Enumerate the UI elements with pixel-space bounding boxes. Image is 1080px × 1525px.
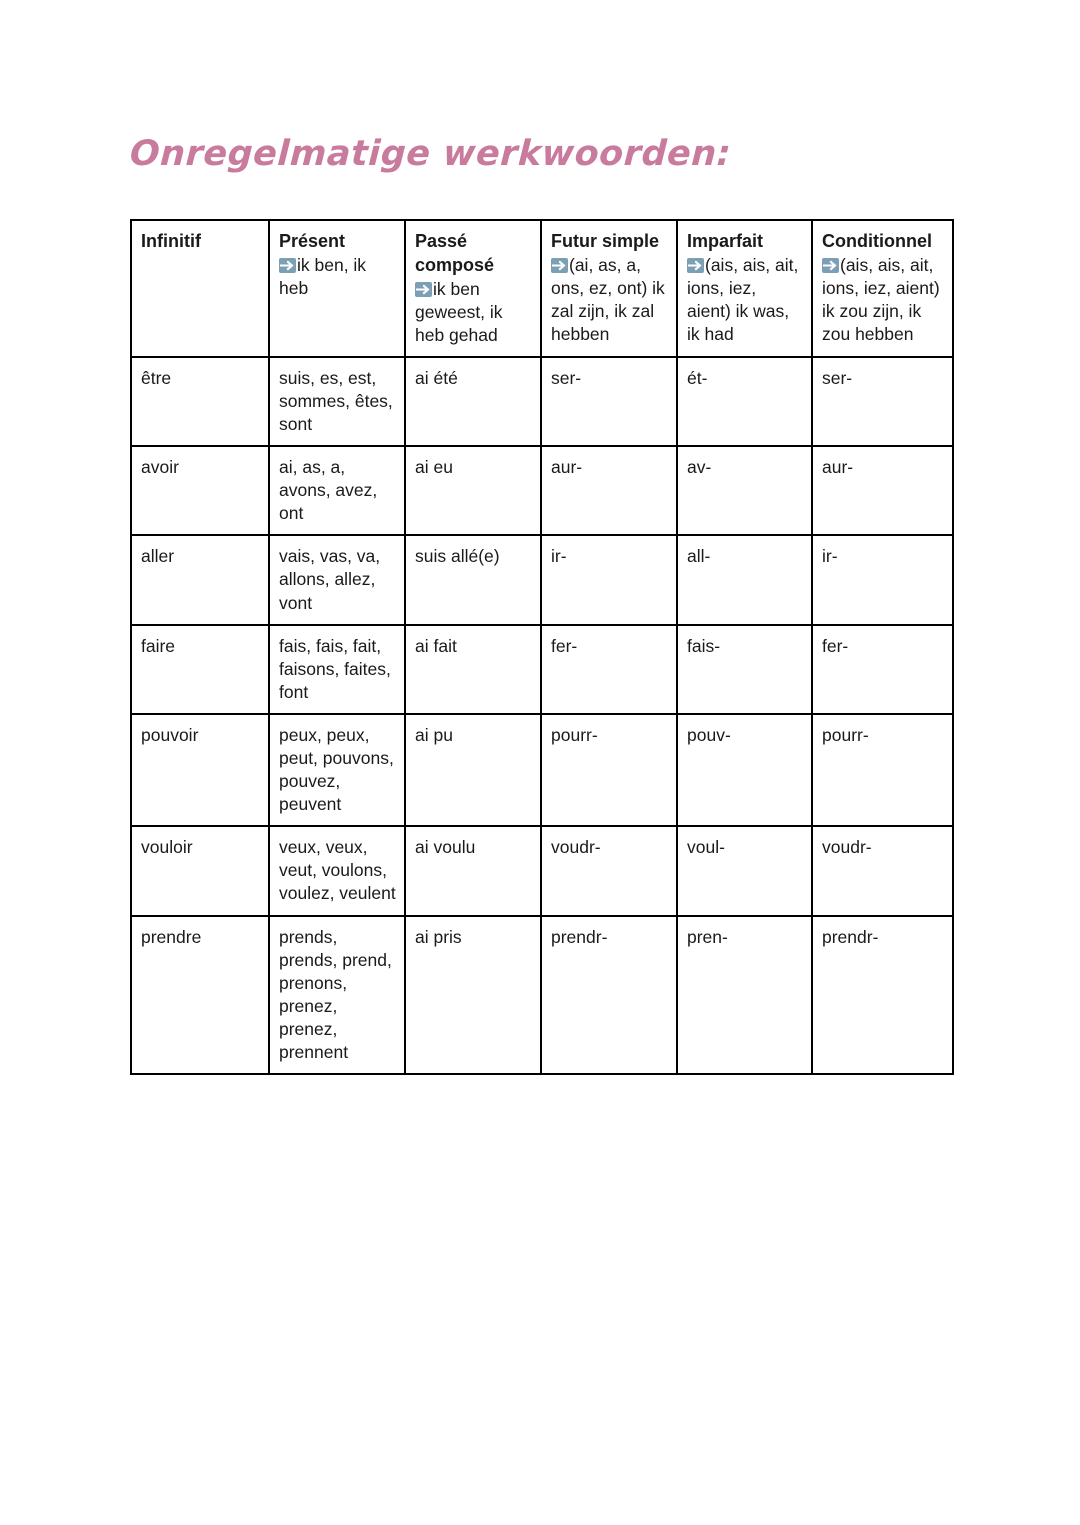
cell-value: ir- xyxy=(822,546,838,567)
column-header-subtitle-text: ik ben, ik heb xyxy=(279,254,367,298)
cell-conditionnel xyxy=(812,714,953,826)
cell-value: avoir xyxy=(141,457,179,478)
right-arrow-icon xyxy=(279,258,296,273)
cell-conditionnel xyxy=(812,357,953,446)
cell-value: pourr- xyxy=(822,724,869,745)
cell-value: ai pu xyxy=(415,724,453,745)
column-header-subtitle-text: (ais, ais, ait, ions, iez, aient) ik zou zijn, ik zou hebben xyxy=(822,254,940,345)
column-header-label: Infinitif xyxy=(141,231,201,251)
cell-futur-simple xyxy=(541,826,677,915)
cell-imparfait xyxy=(677,357,812,446)
column-header-subtitle-text: (ais, ais, ait, ions, iez, aient) ik was, ik had xyxy=(687,254,799,345)
column-header-infinitif xyxy=(131,220,269,357)
cell-value: voudr- xyxy=(822,837,872,858)
cell-passe-compose xyxy=(405,625,541,714)
cell-value: ai pris xyxy=(415,926,462,947)
cell-value: ser- xyxy=(551,367,582,388)
column-header-imparfait xyxy=(677,220,812,357)
cell-conditionnel xyxy=(812,535,953,624)
cell-value: prendre xyxy=(141,926,202,947)
column-header-subtitle xyxy=(822,254,944,346)
table-header-row xyxy=(131,220,953,357)
right-arrow-icon xyxy=(687,258,704,273)
cell-value: voudr- xyxy=(551,837,601,858)
table-row xyxy=(131,446,953,535)
column-header-label: Futur simple xyxy=(551,231,660,251)
cell-value: pouv- xyxy=(687,724,731,745)
cell-futur-simple xyxy=(541,714,677,826)
table-row xyxy=(131,357,953,446)
cell-value: prendr- xyxy=(822,926,879,947)
cell-value: suis allé(e) xyxy=(415,546,500,567)
cell-value: fer- xyxy=(822,635,849,656)
cell-value: fer- xyxy=(551,635,578,656)
cell-infinitif xyxy=(131,625,269,714)
cell-passe-compose xyxy=(405,535,541,624)
column-header-present xyxy=(269,220,405,357)
table-row xyxy=(131,916,953,1075)
column-header-subtitle-text: (ai, as, a, ons, ez, ont) ik zal zijn, ik zal hebben xyxy=(551,254,665,345)
cell-present xyxy=(269,625,405,714)
cell-value: faire xyxy=(141,635,176,656)
column-header-futur-simple xyxy=(541,220,677,357)
cell-present xyxy=(269,357,405,446)
cell-value: veux, veux, veut, voulons, voulez, veulent xyxy=(279,837,396,904)
cell-infinitif xyxy=(131,916,269,1075)
cell-value: aller xyxy=(141,546,175,567)
cell-infinitif xyxy=(131,446,269,535)
cell-value: suis, es, est, sommes, êtes, sont xyxy=(279,367,393,434)
cell-imparfait xyxy=(677,446,812,535)
cell-present xyxy=(269,826,405,915)
cell-value: ser- xyxy=(822,367,853,388)
cell-value: fais- xyxy=(687,635,721,656)
cell-value: ai eu xyxy=(415,457,453,478)
cell-value: pourr- xyxy=(551,724,598,745)
cell-futur-simple xyxy=(541,446,677,535)
cell-futur-simple xyxy=(541,625,677,714)
cell-value: pouvoir xyxy=(141,724,199,745)
cell-value: prends, prends, prend, prenons, prenez, prenez, prennent xyxy=(279,926,392,1063)
right-arrow-icon xyxy=(551,258,568,273)
right-arrow-icon xyxy=(822,258,839,273)
cell-conditionnel xyxy=(812,625,953,714)
cell-imparfait xyxy=(677,714,812,826)
cell-passe-compose xyxy=(405,826,541,915)
cell-value: ai été xyxy=(415,367,458,388)
cell-value: av- xyxy=(687,457,712,478)
column-header-passe-compose xyxy=(405,220,541,357)
column-header-subtitle xyxy=(551,254,668,346)
cell-infinitif xyxy=(131,714,269,826)
cell-value: vais, vas, va, allons, allez, vont xyxy=(279,546,381,613)
irregular-verbs-table xyxy=(130,219,954,1075)
column-header-label: Présent xyxy=(279,231,346,251)
cell-infinitif xyxy=(131,826,269,915)
cell-present xyxy=(269,714,405,826)
column-header-conditionnel xyxy=(812,220,953,357)
cell-present xyxy=(269,446,405,535)
table-row xyxy=(131,714,953,826)
cell-imparfait xyxy=(677,625,812,714)
cell-present xyxy=(269,916,405,1075)
cell-passe-compose xyxy=(405,357,541,446)
cell-present xyxy=(269,535,405,624)
cell-futur-simple xyxy=(541,916,677,1075)
cell-value: aur- xyxy=(551,457,583,478)
cell-value: vouloir xyxy=(141,837,193,858)
cell-value: ir- xyxy=(551,546,567,567)
cell-imparfait xyxy=(677,826,812,915)
cell-futur-simple xyxy=(541,535,677,624)
table-row xyxy=(131,826,953,915)
cell-value: ai fait xyxy=(415,635,457,656)
cell-value: aur- xyxy=(822,457,854,478)
cell-value: all- xyxy=(687,546,711,567)
column-header-label: Passé composé xyxy=(415,231,495,275)
column-header-subtitle-text: ik ben geweest, ik heb gehad xyxy=(415,278,503,345)
cell-conditionnel xyxy=(812,826,953,915)
cell-infinitif xyxy=(131,357,269,446)
cell-futur-simple xyxy=(541,357,677,446)
cell-value: pren- xyxy=(687,926,728,947)
column-header-subtitle xyxy=(687,254,803,346)
cell-passe-compose xyxy=(405,916,541,1075)
table-row xyxy=(131,625,953,714)
cell-value: être xyxy=(141,367,172,388)
page-title: Onregelmatige werkwoorden: xyxy=(128,134,733,174)
cell-infinitif xyxy=(131,535,269,624)
column-header-subtitle xyxy=(279,254,396,300)
cell-value: fais, fais, fait, faisons, faites, font xyxy=(279,635,391,702)
cell-value: voul- xyxy=(687,837,725,858)
cell-value: ét- xyxy=(687,367,708,388)
table-row xyxy=(131,535,953,624)
cell-value: prendr- xyxy=(551,926,608,947)
cell-imparfait xyxy=(677,916,812,1075)
column-header-label: Conditionnel xyxy=(822,231,932,251)
cell-conditionnel xyxy=(812,916,953,1075)
cell-passe-compose xyxy=(405,446,541,535)
cell-value: peux, peux, peut, pouvons, pouvez, peuvent xyxy=(279,724,394,815)
cell-passe-compose xyxy=(405,714,541,826)
cell-value: ai, as, a, avons, avez, ont xyxy=(279,457,378,524)
cell-value: ai voulu xyxy=(415,837,476,858)
right-arrow-icon xyxy=(415,282,432,297)
column-header-subtitle xyxy=(415,278,532,347)
cell-conditionnel xyxy=(812,446,953,535)
column-header-label: Imparfait xyxy=(687,231,764,251)
cell-imparfait xyxy=(677,535,812,624)
